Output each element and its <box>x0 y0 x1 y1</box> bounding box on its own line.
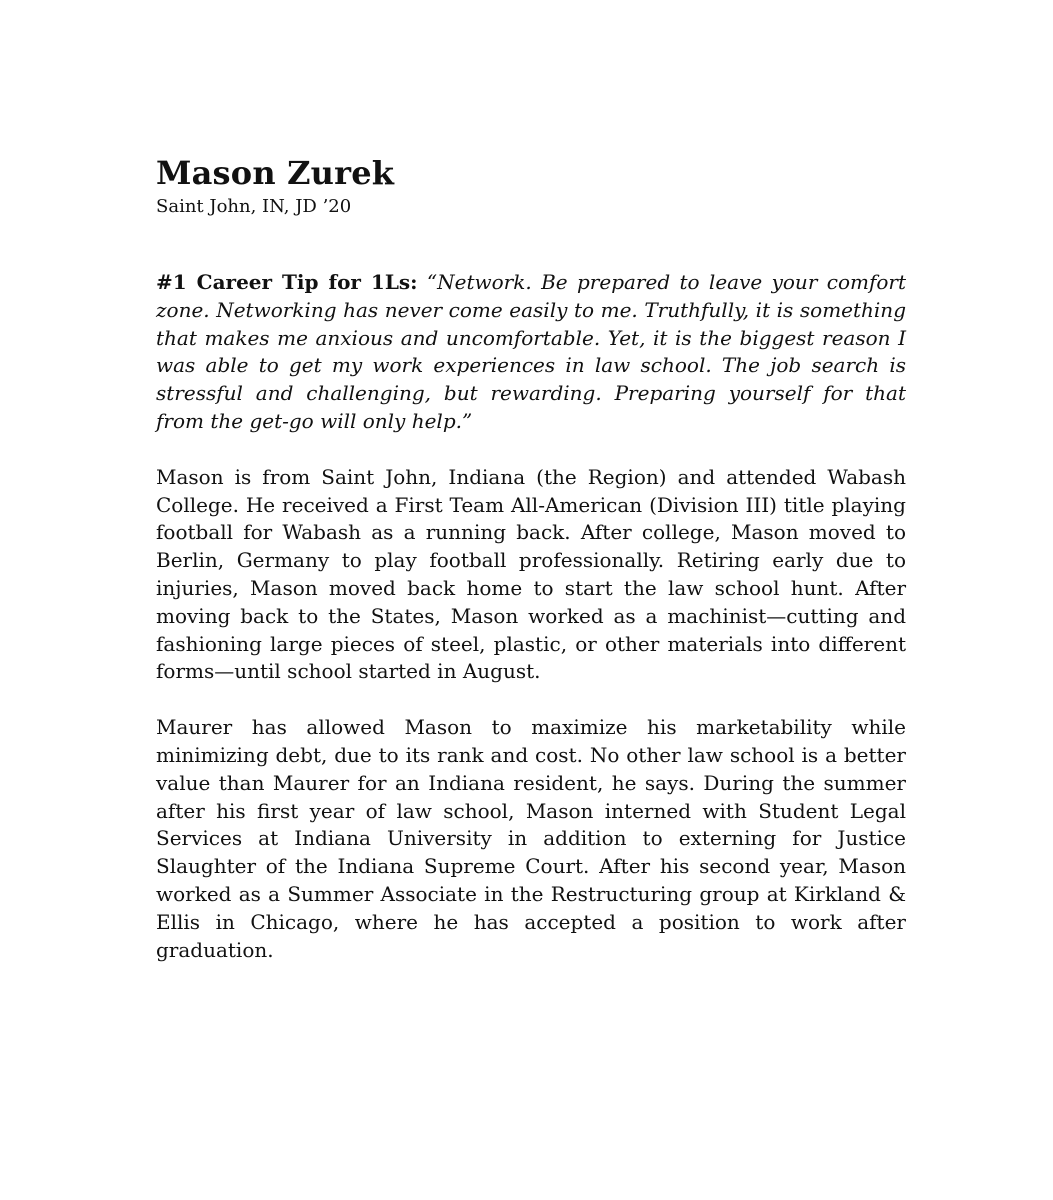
career-tip-quote: “Network. Be prepared to leave your comfort zone. Networking has never come easily to me. Truthfully, it is something that makes me anxious and uncomfortable. Yet, it is the biggest reason I was able to get my work experiences in law school. The job search is stressful and challenging, but rewarding. Preparing yourself for that from the get-go will only help.” <box>156 270 906 433</box>
profile-name: Mason Zurek <box>156 154 395 192</box>
bio-paragraph-2: Maurer has allowed Mason to maximize his marketability while minimizing debt, due to its rank and cost. No other law school is a better value than Maurer for an Indiana resident, he says. During the summer after his first year of law school, Mason interned with Student Legal Services at Indiana University in addition to externing for Justice Slaughter of the Indiana Supreme Court. After his second year, Mason worked as a Summer Associate in the Restructuring group at Kirkland & Ellis in Chicago, where he has accepted a position to work after graduation. <box>156 715 906 962</box>
career-tip <box>156 269 906 436</box>
profile-document <box>156 151 906 964</box>
career-tip-label: #1 Career Tip for 1Ls: <box>156 270 418 294</box>
bio-paragraph-1: Mason is from Saint John, Indiana (the Region) and attended Wabash College. He received a First Team All-American (Division III) title playing football for Wabash as a running back. After college, Mason moved to Berlin, Germany to play football professionally. Retiring early due to injuries, Mason moved back home to start the law school hunt. After moving back to the States, Mason worked as a machinist—cutting and fashioning large pieces of steel, plastic, or other materials into different forms—until school started in August. <box>156 464 906 684</box>
profile-subtitle: Saint John, IN, JD ’20 <box>156 196 352 217</box>
